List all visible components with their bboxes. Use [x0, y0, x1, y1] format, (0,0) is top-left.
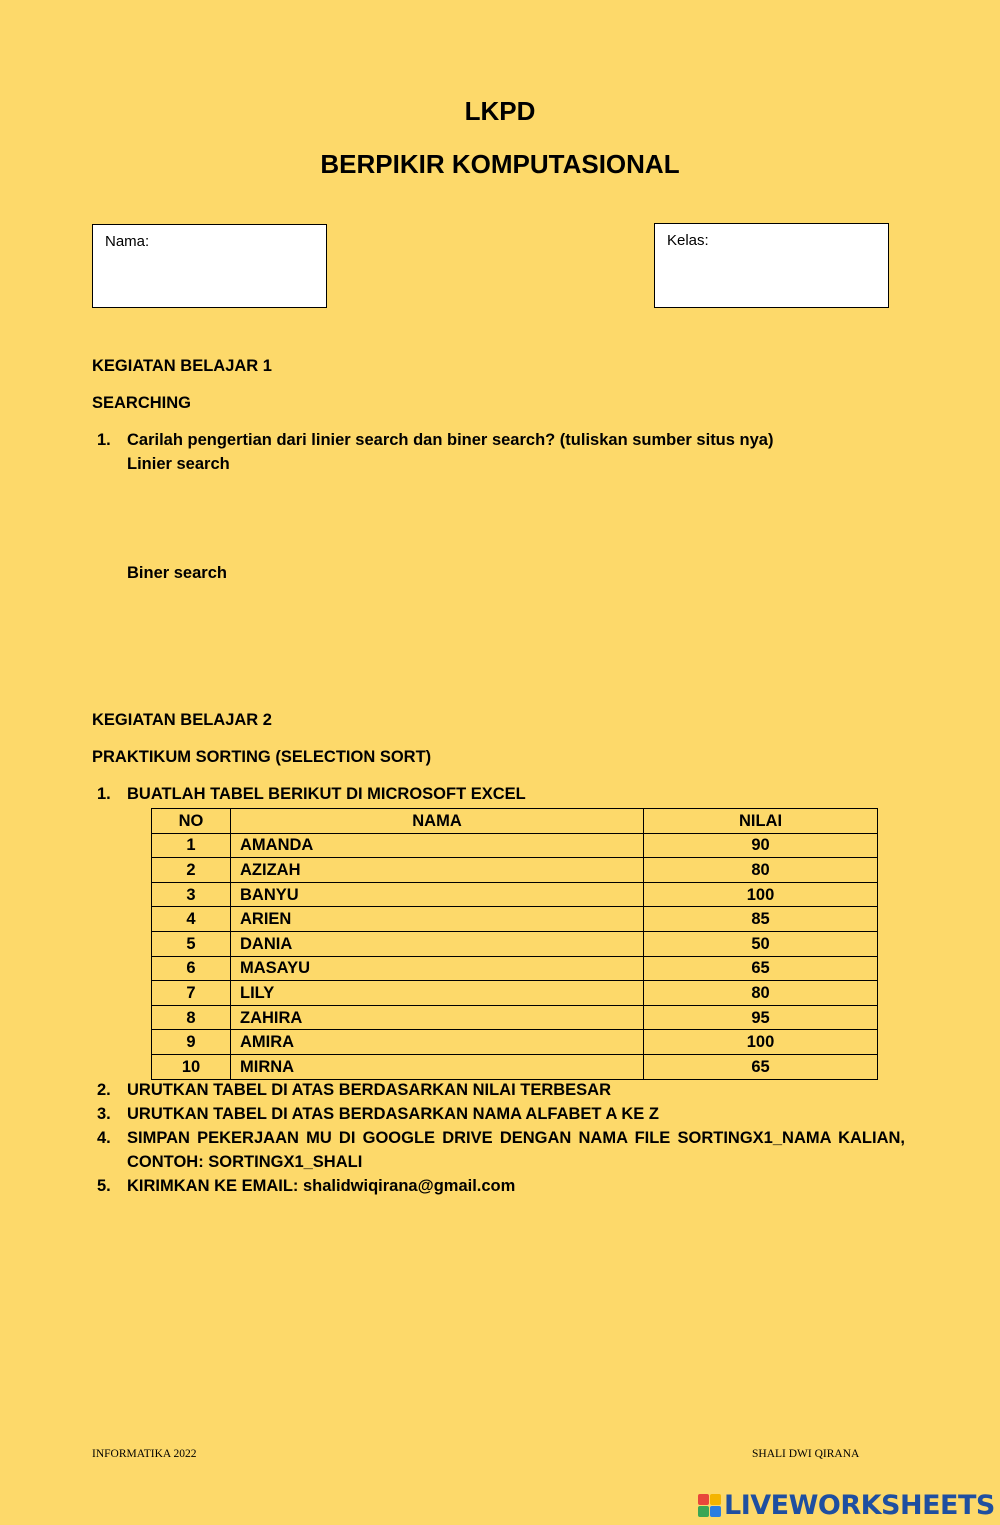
table-row — [152, 1030, 878, 1055]
cell-no: 10 — [152, 1054, 231, 1079]
liveworksheets-icon — [698, 1494, 721, 1517]
table-row — [152, 956, 878, 981]
cell-nama: AMIRA — [231, 1030, 644, 1055]
header-no: NO — [152, 809, 231, 834]
step-number: 3. — [97, 1105, 111, 1123]
cell-nama: AMANDA — [231, 833, 644, 858]
table-row — [152, 882, 878, 907]
kelas-label: Kelas: — [667, 232, 709, 249]
cell-nilai: 50 — [644, 931, 878, 956]
table-row — [152, 858, 878, 883]
section1-heading: KEGIATAN BELAJAR 1 — [92, 357, 272, 375]
step-text: URUTKAN TABEL DI ATAS BERDASARKAN NAMA ALFABET A KE Z — [127, 1105, 659, 1123]
section2-topic: PRAKTIKUM SORTING (SELECTION SORT) — [92, 748, 432, 766]
cell-nama: ARIEN — [231, 907, 644, 932]
cell-nilai: 95 — [644, 1005, 878, 1030]
cell-nama: LILY — [231, 981, 644, 1006]
nama-label: Nama: — [105, 233, 150, 250]
kelas-field[interactable] — [654, 223, 889, 308]
subheading-linier-search: Linier search — [127, 455, 230, 473]
table-row — [152, 833, 878, 858]
cell-nilai: 80 — [644, 981, 878, 1006]
question-text: Carilah pengertian dari linier search dan biner search? (tuliskan sumber situs nya) — [127, 431, 774, 449]
cell-no: 1 — [152, 833, 231, 858]
table-header-row — [152, 809, 878, 834]
cell-nama: MIRNA — [231, 1054, 644, 1079]
brand-name: LIVEWORKSHEETS — [724, 1489, 995, 1521]
cell-no: 8 — [152, 1005, 231, 1030]
cell-no: 4 — [152, 907, 231, 932]
cell-no: 5 — [152, 931, 231, 956]
subheading-biner-search: Biner search — [127, 564, 227, 582]
cell-nilai: 90 — [644, 833, 878, 858]
cell-nilai: 65 — [644, 1054, 878, 1079]
table-row — [152, 1054, 878, 1079]
cell-nilai: 65 — [644, 956, 878, 981]
cell-nama: DANIA — [231, 931, 644, 956]
section2-heading: KEGIATAN BELAJAR 2 — [92, 711, 272, 729]
footer-left: INFORMATIKA 2022 — [92, 1448, 197, 1460]
cell-nama: BANYU — [231, 882, 644, 907]
table-row — [152, 907, 878, 932]
table-row — [152, 931, 878, 956]
cell-no: 9 — [152, 1030, 231, 1055]
cell-no: 3 — [152, 882, 231, 907]
page-title: LKPD — [464, 96, 536, 126]
cell-nilai: 80 — [644, 858, 878, 883]
step-number: 5. — [97, 1177, 111, 1195]
question-number: 1. — [97, 431, 111, 449]
step-text: KIRIMKAN KE EMAIL: shalidwiqirana@gmail.com — [127, 1177, 516, 1195]
step-text: SIMPAN PEKERJAAN MU DI GOOGLE DRIVE DENGAN NAMA FILE SORTINGX1_NAMA KALIAN, — [127, 1129, 905, 1147]
cell-no: 2 — [152, 858, 231, 883]
cell-no: 6 — [152, 956, 231, 981]
header-nama: NAMA — [231, 809, 644, 834]
cell-no: 7 — [152, 981, 231, 1006]
step-number: 4. — [97, 1129, 111, 1147]
step-text: URUTKAN TABEL DI ATAS BERDASARKAN NILAI TERBESAR — [127, 1081, 611, 1099]
step-text: BUATLAH TABEL BERIKUT DI MICROSOFT EXCEL — [127, 785, 526, 803]
step-text-continued: CONTOH: SORTINGX1_SHALI — [127, 1153, 363, 1171]
section1-topic: SEARCHING — [92, 394, 192, 412]
header-nilai: NILAI — [644, 809, 878, 834]
footer-right: SHALI DWI QIRANA — [752, 1448, 860, 1460]
cell-nilai: 100 — [644, 1030, 878, 1055]
cell-nama: ZAHIRA — [231, 1005, 644, 1030]
cell-nama: MASAYU — [231, 956, 644, 981]
cell-nama: AZIZAH — [231, 858, 644, 883]
page-subtitle: BERPIKIR KOMPUTASIONAL — [320, 149, 680, 179]
table-row — [152, 1005, 878, 1030]
nama-field[interactable] — [92, 224, 327, 308]
data-table — [151, 808, 878, 1080]
step-number: 1. — [97, 785, 111, 803]
cell-nilai: 85 — [644, 907, 878, 932]
table-row — [152, 981, 878, 1006]
liveworksheets-logo[interactable] — [698, 1489, 995, 1521]
cell-nilai: 100 — [644, 882, 878, 907]
step-number: 2. — [97, 1081, 111, 1099]
